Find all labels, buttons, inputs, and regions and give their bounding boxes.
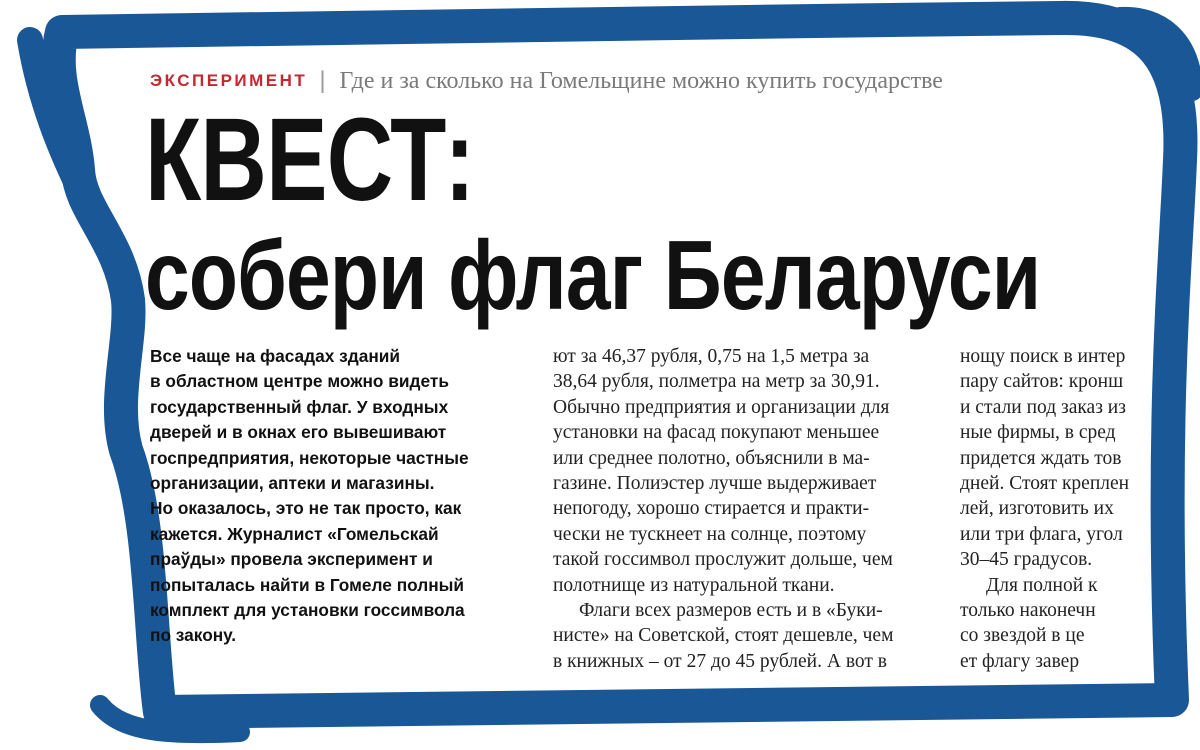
lead-line: госпредприятия, некоторые частные <box>150 447 469 468</box>
lead-line: Все чаще на фасадах зданий <box>150 346 401 366</box>
lead-line: комплект для установки госсимвола <box>150 600 465 621</box>
lead-line: по закону. <box>150 625 237 646</box>
headline-line-1: КВЕСТ: <box>145 94 475 226</box>
body-line: Обычно предприятия и организации для <box>553 396 890 418</box>
body-line: установки на фасад покупают меньшее <box>553 422 880 444</box>
body-line: придется ждать тов <box>960 447 1122 469</box>
body-column-3 <box>960 344 1160 674</box>
kicker-separator: | <box>319 67 326 94</box>
kicker-text: Где и за сколько на Гомельщине можно купить государстве <box>339 68 943 94</box>
lead-line: Но оказалось, это не так просто, как <box>150 498 462 519</box>
lead-line: в областном центре можно видеть <box>150 371 449 392</box>
rubric-label: ЭКСПЕРИМЕНТ <box>150 71 308 90</box>
body-line: Для полной к <box>986 574 1098 596</box>
body-line: нисте» на Советской, стоят дешевле, чем <box>553 625 894 647</box>
lead-line: организации, аптеки и магазины. <box>150 473 435 494</box>
body-line: или три флага, угол <box>960 523 1123 545</box>
lead-paragraph <box>150 344 540 649</box>
lead-line: праўды» провела эксперимент и <box>150 549 433 570</box>
body-line: лей, изготовить их <box>960 498 1114 520</box>
body-column-2 <box>553 344 943 674</box>
body-line: чески не тускнеет на солнце, поэтому <box>553 523 867 545</box>
body-line: 38,64 рубля, полметра на метр за 30,91. <box>553 371 880 393</box>
body-line: или среднее полотно, объяснили в ма- <box>553 447 870 469</box>
body-line: ет флагу завер <box>960 650 1080 672</box>
body-line: непогоду, хорошо стирается и практи- <box>553 498 870 520</box>
kicker <box>150 66 1085 96</box>
body-line: ные фирмы, в сред <box>960 422 1116 444</box>
body-line: дней. Стоят креплен <box>960 473 1130 495</box>
lead-line: кажется. Журналист «Гомельскай <box>150 523 439 544</box>
body-line: 30–45 градусов. <box>960 549 1093 571</box>
body-line: и стали под заказ из <box>960 396 1126 418</box>
body-line: только наконечн <box>960 600 1096 622</box>
lead-line: попыталась найти в Гомеле полный <box>150 574 465 595</box>
body-line: полотнище из натуральной ткани. <box>553 574 835 596</box>
body-line: со звездой в це <box>960 625 1085 647</box>
body-line: газине. Полиэстер лучше выдерживает <box>553 473 877 495</box>
body-line: такой госсимвол прослужит дольше, чем <box>553 549 893 571</box>
body-line: нощу поиск в интер <box>960 346 1126 367</box>
body-line: пару сайтов: кронш <box>960 371 1124 393</box>
headline-line-2: собери флаг Беларуси <box>145 220 1041 330</box>
lead-line: дверей и в окнах его вывешивают <box>150 422 447 443</box>
body-line: Флаги всех размеров есть и в «Буки- <box>579 600 883 622</box>
body-line: ют за 46,37 рубля, 0,75 на 1,5 метра за <box>553 346 870 367</box>
body-line: в книжных – от 27 до 45 рублей. А вот в <box>553 650 887 672</box>
lead-line: государственный флаг. У входных <box>150 396 449 417</box>
